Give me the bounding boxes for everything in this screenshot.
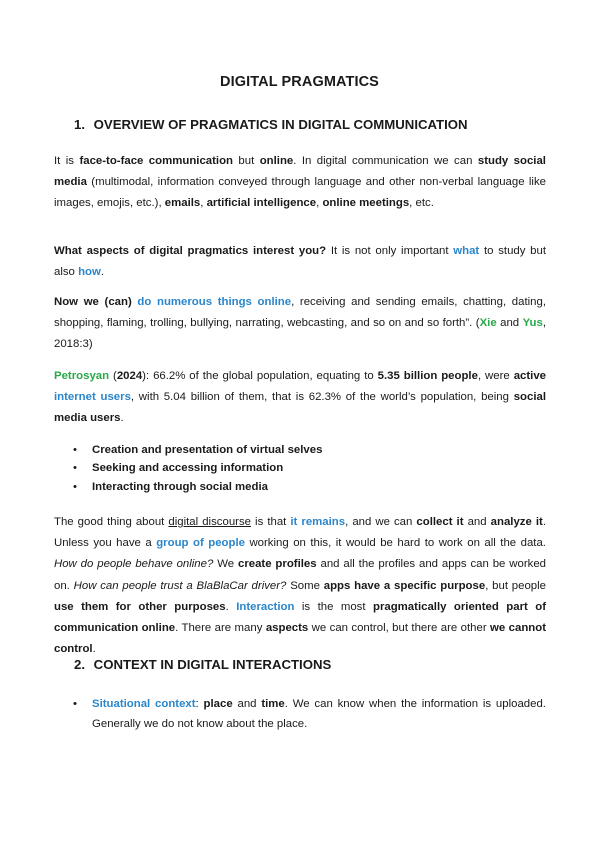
- bold-text: What aspects of digital pragmatics interest you?: [54, 245, 327, 257]
- text: We: [213, 558, 238, 571]
- bullet-icon: •: [73, 480, 77, 493]
- citation-author: Yus: [522, 317, 543, 330]
- bold-text: active: [513, 370, 546, 382]
- text: ,: [316, 197, 323, 210]
- text: .: [120, 412, 124, 425]
- bold-text: online meetings: [322, 197, 410, 210]
- list-item-text: Interacting through social media: [92, 480, 268, 493]
- paragraph-statistics: [54, 366, 546, 430]
- bold-text: use them for other purposes: [54, 600, 226, 613]
- paragraph-intro: [54, 151, 546, 215]
- text: and: [232, 698, 262, 710]
- text: , with 5.04 billion of them, that is 62.3% of the world’s population, being: [130, 391, 514, 404]
- text: but: [232, 155, 260, 167]
- highlight-text: Interaction: [236, 600, 295, 613]
- section-2-heading: [74, 657, 331, 672]
- text: It is: [54, 155, 80, 167]
- text: , 2018:3): [54, 317, 546, 351]
- text: to study but also: [54, 245, 546, 279]
- paragraph-digital-discourse: [54, 512, 546, 660]
- list-item-text: Seeking and accessing information: [92, 462, 284, 475]
- text: The good thing about: [54, 516, 169, 528]
- text: is that: [250, 516, 291, 528]
- highlight-text: internet users: [54, 391, 131, 404]
- bold-text: 5.35 billion people: [377, 370, 478, 382]
- text: , were: [477, 370, 514, 382]
- underlined-text: digital discourse: [168, 516, 251, 528]
- text: and all the profiles and apps can be worked on.: [54, 558, 546, 592]
- bold-text: collect it: [416, 516, 464, 528]
- bullet-icon: •: [73, 698, 77, 710]
- bold-text: aspects: [265, 622, 309, 635]
- text: :: [195, 698, 204, 710]
- bold-text: apps have a specific purpose: [323, 579, 486, 592]
- text: . We can know when the information is uploaded. Generally we do not know about the place.: [92, 698, 546, 730]
- text: (multimodal, information conveyed through language and other non-verbal language like images, emojis, etc.),: [54, 176, 546, 210]
- text: . Unless you have a: [54, 516, 546, 550]
- text: and: [463, 516, 491, 528]
- text: is the most: [294, 600, 373, 613]
- text: It is not only important: [326, 245, 454, 257]
- text: .: [100, 266, 105, 279]
- text: , and we can: [345, 516, 417, 528]
- text: , etc.: [409, 197, 434, 210]
- highlight-text: group of people: [156, 537, 245, 550]
- bold-text: Now we (can): [54, 296, 132, 308]
- bold-text: place: [203, 698, 233, 710]
- highlight-text: Situational context: [92, 698, 196, 710]
- text: ,: [200, 197, 207, 210]
- text: working on this, it would be hard to work on all the data.: [244, 537, 546, 550]
- bold-text: face-to-face communication: [79, 155, 233, 167]
- list-item: [54, 459, 322, 477]
- list-item: [54, 441, 322, 459]
- bold-text: analyze it: [490, 516, 543, 528]
- highlight-text: what: [453, 245, 480, 257]
- highlight-text: it remains: [290, 516, 346, 528]
- italic-question: How can people trust a BlaBlaCar driver?: [73, 579, 287, 592]
- text: , receiving and sending emails, chatting, dating, shopping, flaming, trolling, bullying, narrating, webcasting, and so on and so forth”. (: [54, 296, 546, 330]
- section-1-number: 1.: [74, 117, 85, 132]
- text: ): 66.2% of the global population, equating to: [142, 370, 378, 382]
- citation-author: Xie: [479, 317, 497, 330]
- paragraph-aspects: [54, 241, 546, 283]
- text: .: [225, 600, 237, 613]
- list-item-text: Creation and presentation of virtual selves: [92, 444, 323, 456]
- bold-text: emails: [164, 197, 201, 210]
- bold-text: pragmatically oriented part of communication online: [54, 600, 546, 635]
- bold-text: 2024: [116, 370, 143, 382]
- italic-question: How do people behave online?: [54, 558, 214, 571]
- section-1-heading-text: OVERVIEW OF PRAGMATICS IN DIGITAL COMMUNICATION: [93, 117, 468, 132]
- bold-text: artificial intelligence: [206, 197, 317, 210]
- context-bullet-list: [54, 695, 546, 734]
- bold-text: study social media: [54, 155, 546, 189]
- highlight-text: how: [78, 266, 101, 279]
- text: (: [109, 370, 117, 382]
- text: Some: [286, 579, 324, 592]
- list-item: [54, 695, 546, 734]
- uses-bullet-list: [54, 441, 322, 496]
- text: , but people: [485, 579, 546, 592]
- bold-text: create profiles: [237, 558, 317, 571]
- bold-text: social media users: [54, 391, 546, 425]
- section-2-heading-text: CONTEXT IN DIGITAL INTERACTIONS: [93, 657, 332, 672]
- bullet-icon: •: [73, 462, 77, 475]
- text: .: [92, 643, 96, 656]
- bold-text: we cannot control: [54, 622, 546, 656]
- text: we can control, but there are other: [308, 622, 491, 635]
- paragraph-now-we-can: [54, 292, 546, 356]
- section-2-number: 2.: [74, 657, 85, 672]
- text: . There are many: [175, 622, 266, 635]
- bold-text: online: [259, 155, 294, 167]
- section-1-heading: [74, 117, 468, 132]
- bold-text: time: [261, 698, 285, 710]
- bullet-icon: •: [73, 444, 77, 456]
- highlight-text: do numerous things online: [137, 296, 292, 308]
- citation-author: Petrosyan: [54, 370, 110, 382]
- text: and: [496, 317, 523, 330]
- text: . In digital communication we can: [293, 155, 478, 167]
- document-title: DIGITAL PRAGMATICS: [220, 74, 379, 90]
- list-item: [54, 478, 322, 496]
